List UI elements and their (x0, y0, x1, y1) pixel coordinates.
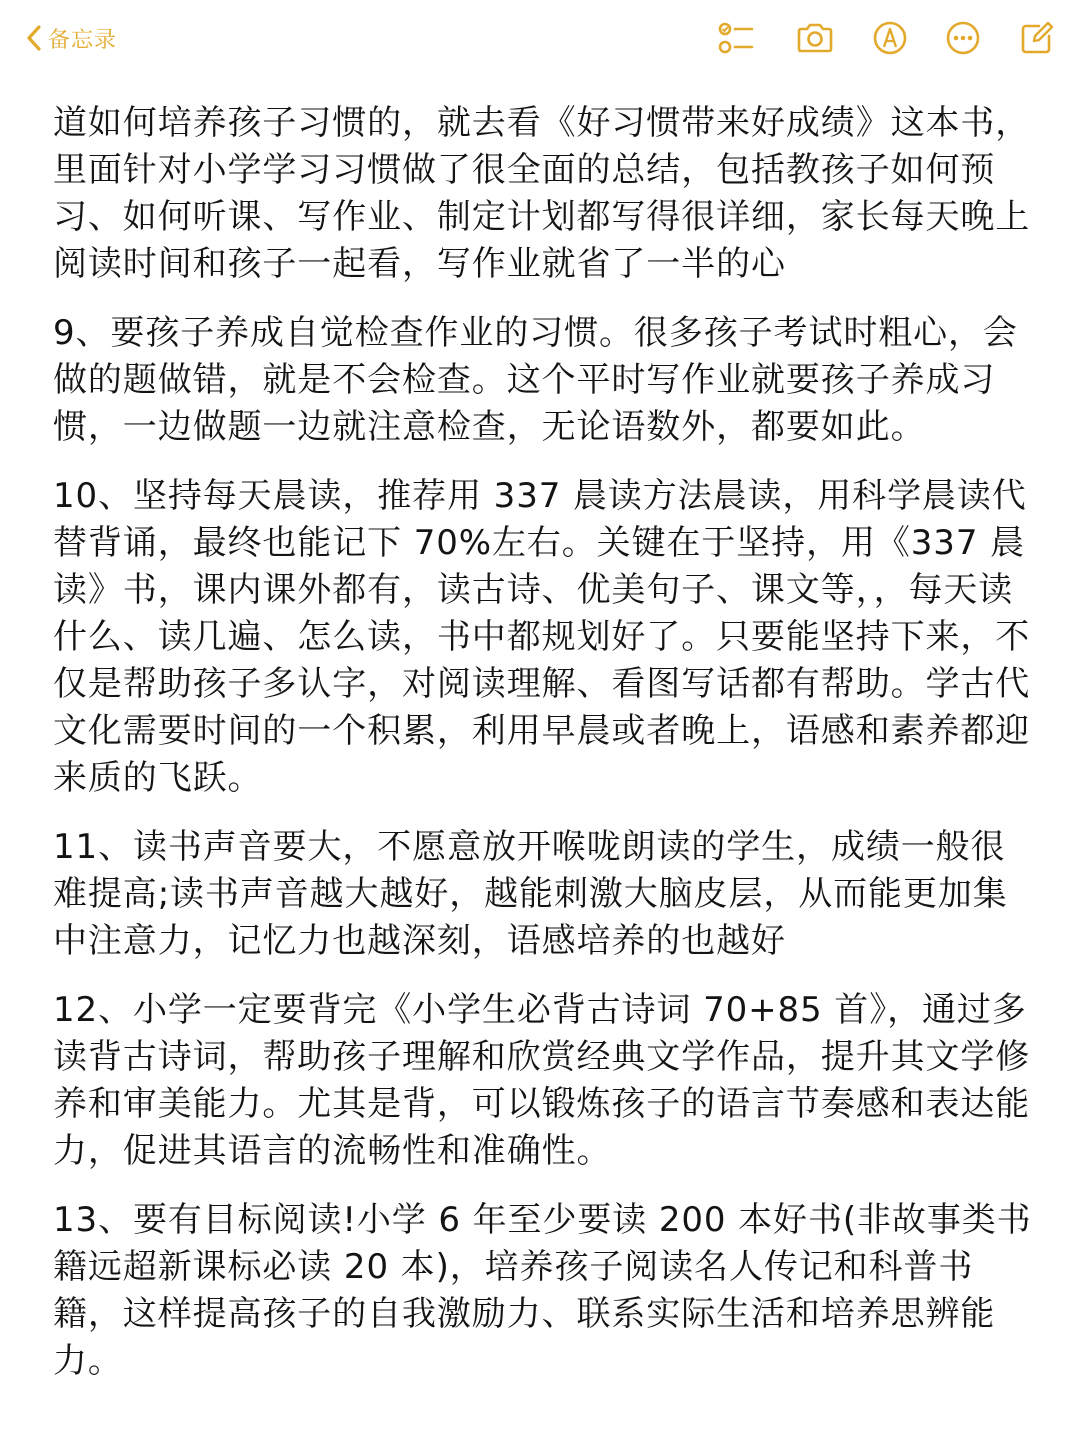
note-paragraph-9: 9、要孩子养成自觉检查作业的习惯。很多孩子考试时粗心，会做的题做错，就是不会检查。这个平时写作业就要孩子养成习惯，一边做题一边就注意检查，无论语数外，都要如此。 (53, 313, 1018, 447)
compose-icon (1019, 20, 1055, 56)
note-paragraph-12: 12、小学一定要背完《小学生必背古诗词 70+85 首》，通过多读背古诗词，帮助孩子理解和欣赏经典文学作品，提升其文学修养和审美能力。尤其是背，可以锻炼孩子的语言节奏感和表达能力，促进其语言的流畅性和准确性。 (53, 990, 1031, 1171)
checklist-button[interactable] (716, 18, 756, 58)
note-paragraph-13: 13、要有目标阅读!小学 6 年至少要读 200 本好书(非故事类书籍远超新课标必读 20 本)，培养孩子阅读名人传记和科普书籍，这样提高孩子的自我激励力、联系实际生活和培养思辨能力。 (53, 1200, 1032, 1381)
back-button[interactable] (26, 22, 117, 54)
markup-pen-icon (872, 20, 908, 56)
markup-button[interactable] (870, 18, 910, 58)
back-label: 备忘录 (48, 27, 118, 53)
notes-toolbar (0, 0, 1080, 80)
chevron-left-icon (26, 25, 42, 51)
note-paragraph-intro: 道如何培养孩子习惯的，就去看《好习惯带来好成绩》这本书，里面针对小学学习习惯做了很全面的总结，包括教孩子如何预习、如何听课、写作业、制定计划都写得很详细，家长每天晚上阅读时间和孩子一起看，写作业就省了一半的心 (53, 103, 1031, 284)
note-body[interactable] (53, 100, 1033, 1407)
camera-icon (796, 22, 834, 54)
checklist-icon (717, 21, 755, 55)
more-options-button[interactable] (943, 18, 983, 58)
more-options-icon (945, 20, 981, 56)
compose-button[interactable] (1017, 18, 1057, 58)
camera-button[interactable] (795, 18, 835, 58)
note-paragraph-10: 10、坚持每天晨读，推荐用 337 晨读方法晨读，用科学晨读代替背诵，最终也能记下 70%左右。关键在于坚持，用《337 晨读》书，课内课外都有，读古诗、优美句子、课文等，，每天读什么、读几遍、怎么读，书中都规划好了。只要能坚持下来，不仅是帮助孩子多认字，对阅读理解、看图写话都有帮助。学古代文化需要时间的一个积累，利用早晨或者晚上，语感和素养都迎来质的飞跃。 (53, 476, 1031, 798)
note-paragraph-11: 11、读书声音要大，不愿意放开喉咙朗读的学生，成绩一般很难提高;读书声音越大越好，越能刺激大脑皮层，从而能更加集中注意力，记忆力也越深刻，语感培养的也越好 (53, 827, 1008, 961)
